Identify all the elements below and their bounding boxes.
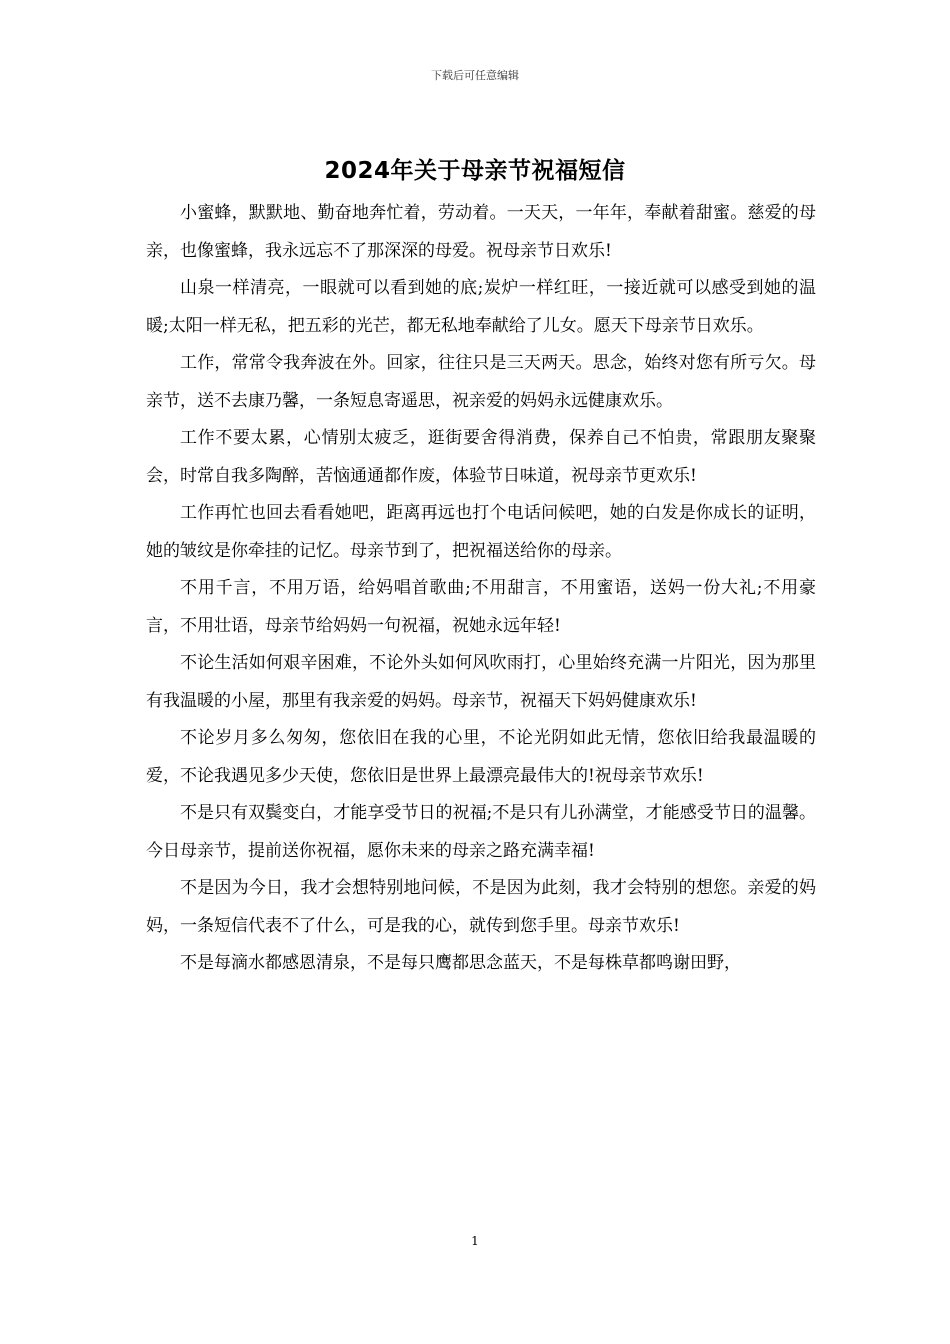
page-header: 下载后可任意编辑: [431, 69, 519, 82]
paragraph-5: 工作再忙也回去看看她吧，距离再远也打个电话问候吧，她的白发是你成长的证明，她的皱纹是你牵挂的记忆。母亲节到了，把祝福送给你的母亲。: [146, 503, 816, 561]
paragraph-11: 不是每滴水都感恩清泉，不是每只鹰都思念蓝天，不是每株草都鸣谢田野，: [180, 953, 741, 973]
paragraph-7: 不论生活如何艰辛困难，不论外头如何风吹雨打，心里始终充满一片阳光，因为那里有我温暖的小屋，那里有我亲爱的妈妈。母亲节，祝福天下妈妈健康欢乐!: [146, 653, 816, 711]
paragraph-6: 不用千言，不用万语，给妈唱首歌曲;不用甜言，不用蜜语，送妈一份大礼;不用豪言，不用壮语，母亲节给妈妈一句祝福，祝她永远年轻!: [146, 578, 816, 636]
paragraph-2: 山泉一样清亮，一眼就可以看到她的底;炭炉一样红旺，一接近就可以感受到她的温暖;太阳一样无私，把五彩的光芒，都无私地奉献给了儿女。愿天下母亲节日欢乐。: [146, 278, 816, 336]
paragraph-1: 小蜜蜂，默默地、勤奋地奔忙着，劳动着。一天天，一年年，奉献着甜蜜。慈爱的母亲，也像蜜蜂，我永远忘不了那深深的母爱。祝母亲节日欢乐!: [146, 203, 816, 261]
paragraph-3: 工作，常常令我奔波在外。回家，往往只是三天两天。思念，始终对您有所亏欠。母亲节，送不去康乃馨，一条短息寄遥思，祝亲爱的妈妈永远健康欢乐。: [146, 353, 816, 411]
paragraph-4: 工作不要太累，心情别太疲乏，逛街要舍得消费，保养自己不怕贵，常跟朋友聚聚会，时常自我多陶醉，苦恼通通都作废，体验节日味道，祝母亲节更欢乐!: [146, 428, 816, 486]
paragraph-8: 不论岁月多么匆匆，您依旧在我的心里，不论光阴如此无情，您依旧给我最温暖的爱，不论我遇见多少天使，您依旧是世界上最漂亮最伟大的!祝母亲节欢乐!: [146, 728, 816, 786]
paragraph-10: 不是因为今日，我才会想特别地问候，不是因为此刻，我才会特别的想您。亲爱的妈妈，一条短信代表不了什么，可是我的心，就传到您手里。母亲节欢乐!: [146, 878, 816, 936]
document-title: 2024年关于母亲节祝福短信: [324, 158, 626, 184]
paragraph-9: 不是只有双鬓变白，才能享受节日的祝福;不是只有儿孙满堂，才能感受节日的温馨。今日母亲节，提前送你祝福，愿你未来的母亲之路充满幸福!: [146, 803, 816, 861]
document-body: [146, 195, 816, 983]
page-number: 1: [471, 1234, 479, 1248]
